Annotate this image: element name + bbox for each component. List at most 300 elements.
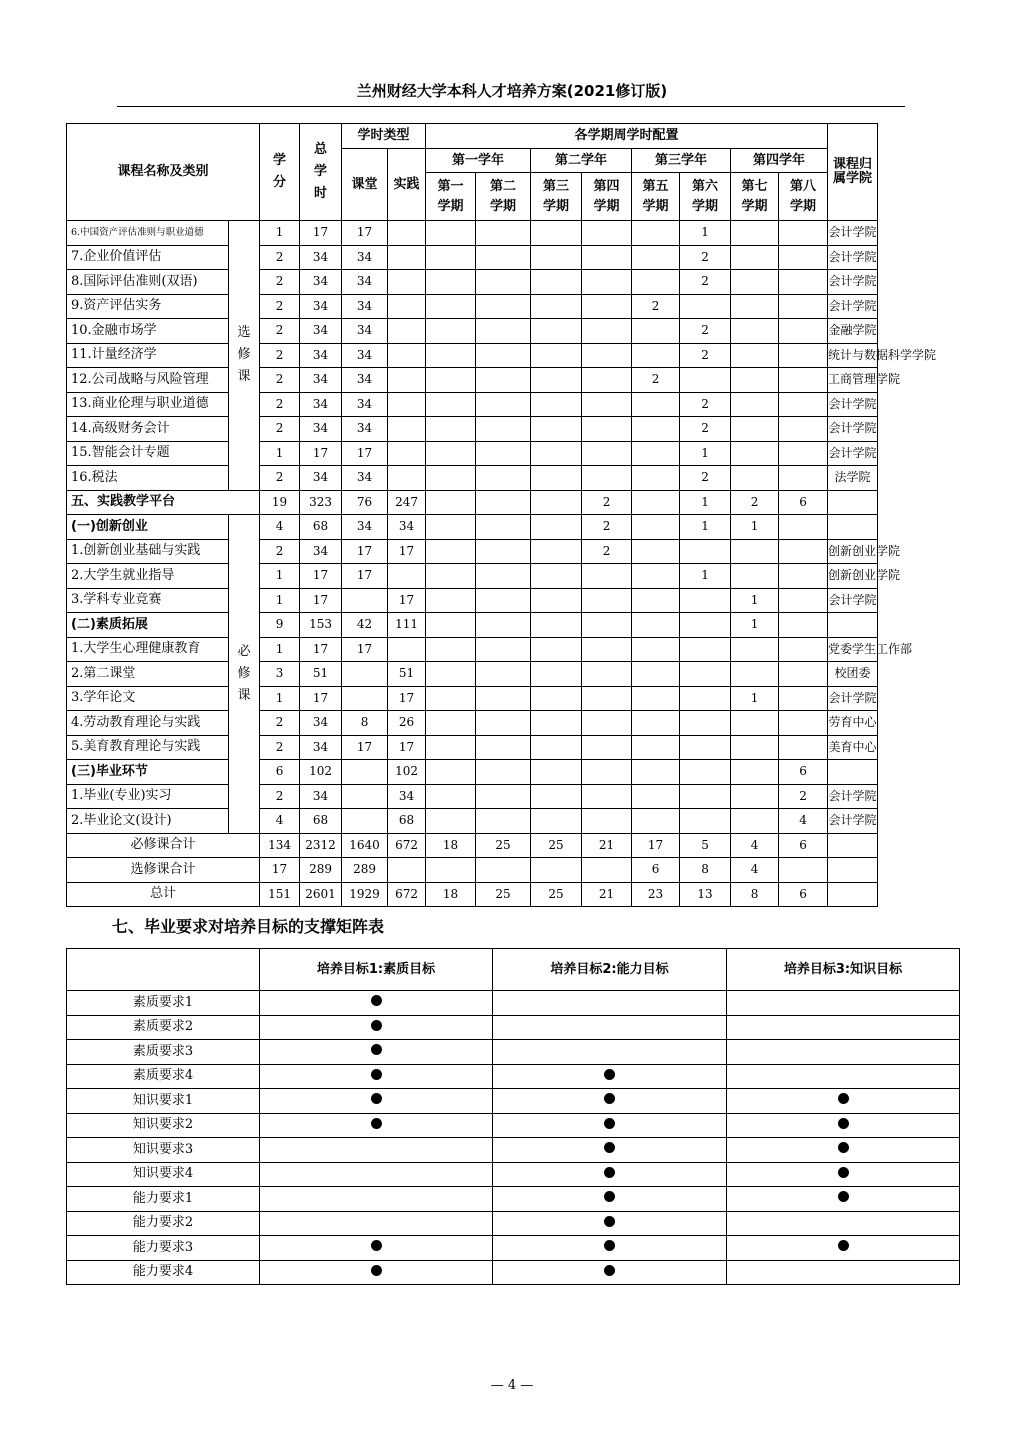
semester-2-cell	[476, 221, 531, 246]
semester-8-cell	[779, 637, 828, 662]
course-name: 3.学年论文	[67, 686, 229, 711]
semester-2-cell	[476, 588, 531, 613]
semester-3-cell	[531, 221, 582, 246]
semester-8-cell	[779, 441, 828, 466]
matrix-row	[67, 1138, 960, 1163]
practice-hours-cell: 34	[388, 515, 426, 540]
requirement-label: 知识要求1	[67, 1089, 260, 1114]
support-dot	[838, 1093, 849, 1104]
support-dot	[838, 1118, 849, 1129]
semester-6-cell: 2	[680, 245, 731, 270]
semester-4-cell	[582, 809, 632, 834]
total-hours-cell: 34	[300, 319, 342, 344]
course-name: 10.金融市场学	[67, 319, 229, 344]
course-name: 12.公司战略与风险管理	[67, 368, 229, 393]
support-dot	[604, 1142, 615, 1153]
semester-1-cell	[426, 466, 476, 491]
support-dot	[371, 1118, 382, 1129]
semester-6-cell: 2	[680, 343, 731, 368]
classroom-hours-cell: 34	[342, 245, 388, 270]
category-elective: 选 修 课	[229, 221, 260, 491]
credit-cell: 17	[260, 858, 300, 883]
semester-7-cell	[731, 343, 779, 368]
course-name: 五、实践教学平台	[67, 490, 260, 515]
college-cell: 会计学院	[828, 809, 878, 834]
credit-cell: 2	[260, 368, 300, 393]
course-row	[67, 662, 1004, 687]
semester-1-cell	[426, 245, 476, 270]
support-dot	[838, 1142, 849, 1153]
semester-5-cell	[632, 735, 680, 760]
college-cell: 统计与数据科学学院	[828, 343, 878, 368]
semester-4-cell	[582, 392, 632, 417]
semester-8-cell	[779, 245, 828, 270]
college-cell: 会计学院	[828, 686, 878, 711]
header-credit: 学 分	[260, 124, 300, 221]
support-dot	[604, 1240, 615, 1251]
matrix-cell-goal-1	[260, 1064, 493, 1089]
course-row	[67, 564, 1004, 589]
semester-1-cell	[426, 515, 476, 540]
credit-cell: 1	[260, 637, 300, 662]
semester-3-cell	[531, 368, 582, 393]
semester-2-cell	[476, 539, 531, 564]
course-name: 7.企业价值评估	[67, 245, 229, 270]
practice-hours-cell	[388, 270, 426, 295]
credit-cell: 19	[260, 490, 300, 515]
support-dot	[604, 1093, 615, 1104]
matrix-header-corner	[67, 949, 260, 991]
matrix-cell-goal-1	[260, 1015, 493, 1040]
semester-3-cell	[531, 319, 582, 344]
practice-hours-cell	[388, 466, 426, 491]
total-hours-cell: 34	[300, 245, 342, 270]
semester-3-cell	[531, 613, 582, 638]
credit-cell: 1	[260, 221, 300, 246]
semester-3-cell	[531, 760, 582, 785]
support-dot	[604, 1216, 615, 1227]
semester-4-cell	[582, 564, 632, 589]
matrix-cell-goal-2	[493, 1187, 727, 1212]
semester-7-cell	[731, 319, 779, 344]
course-name: 2.毕业论文(设计)	[67, 809, 229, 834]
matrix-cell-goal-2	[493, 1162, 727, 1187]
total-hours-cell: 2312	[300, 833, 342, 858]
requirement-label: 知识要求2	[67, 1113, 260, 1138]
semester-1-cell	[426, 760, 476, 785]
matrix-cell-goal-3	[727, 1236, 960, 1261]
requirement-label: 能力要求4	[67, 1260, 260, 1285]
header-semester-2: 第二 学期	[476, 173, 531, 221]
semester-1-cell	[426, 588, 476, 613]
semester-8-cell	[779, 343, 828, 368]
support-dot	[371, 1240, 382, 1251]
semester-8-cell	[779, 515, 828, 540]
total-hours-cell: 153	[300, 613, 342, 638]
classroom-hours-cell: 34	[342, 368, 388, 393]
semester-5-cell	[632, 319, 680, 344]
semester-3-cell	[531, 270, 582, 295]
classroom-hours-cell: 76	[342, 490, 388, 515]
requirement-label: 能力要求3	[67, 1236, 260, 1261]
matrix-row	[67, 1015, 960, 1040]
matrix-cell-goal-2	[493, 1089, 727, 1114]
semester-7-cell	[731, 760, 779, 785]
course-name: 16.税法	[67, 466, 229, 491]
semester-6-cell	[680, 662, 731, 687]
semester-7-cell: 4	[731, 833, 779, 858]
requirement-label: 素质要求1	[67, 991, 260, 1016]
practice-hours-cell: 34	[388, 784, 426, 809]
semester-3-cell	[531, 564, 582, 589]
practice-hours-cell	[388, 294, 426, 319]
college-cell: 金融学院	[828, 319, 878, 344]
matrix-cell-goal-3	[727, 1113, 960, 1138]
semester-2-cell	[476, 417, 531, 442]
credit-cell: 134	[260, 833, 300, 858]
practice-hours-cell: 68	[388, 809, 426, 834]
semester-8-cell: 2	[779, 784, 828, 809]
semester-7-cell	[731, 221, 779, 246]
semester-2-cell	[476, 392, 531, 417]
credit-cell: 1	[260, 686, 300, 711]
total-hours-cell: 68	[300, 809, 342, 834]
course-row	[67, 319, 1004, 344]
semester-4-cell	[582, 760, 632, 785]
semester-2-cell: 25	[476, 882, 531, 907]
matrix-cell-goal-1	[260, 991, 493, 1016]
matrix-cell-goal-1	[260, 1211, 493, 1236]
semester-4-cell: 21	[582, 833, 632, 858]
semester-8-cell: 6	[779, 760, 828, 785]
header-total-hours: 总 学 时	[300, 124, 342, 221]
matrix-cell-goal-2	[493, 991, 727, 1016]
semester-5-cell	[632, 588, 680, 613]
college-cell: 会计学院	[828, 588, 878, 613]
classroom-hours-cell	[342, 784, 388, 809]
credit-cell: 6	[260, 760, 300, 785]
semester-4-cell	[582, 858, 632, 883]
semester-1-cell	[426, 809, 476, 834]
semester-7-cell	[731, 809, 779, 834]
total-hours-cell: 34	[300, 343, 342, 368]
semester-1-cell	[426, 613, 476, 638]
course-row	[67, 637, 1004, 662]
semester-4-cell	[582, 343, 632, 368]
semester-8-cell	[779, 368, 828, 393]
course-name: 15.智能会计专题	[67, 441, 229, 466]
credit-cell: 2	[260, 270, 300, 295]
semester-1-cell	[426, 319, 476, 344]
semester-4-cell	[582, 245, 632, 270]
college-cell: 会计学院	[828, 221, 878, 246]
semester-8-cell	[779, 735, 828, 760]
course-name: 6.中国资产评估准则与职业道德	[67, 221, 229, 246]
semester-6-cell: 2	[680, 392, 731, 417]
practice-hours-cell: 247	[388, 490, 426, 515]
college-cell: 工商管理学院	[828, 368, 878, 393]
course-row	[67, 368, 1004, 393]
semester-5-cell: 2	[632, 368, 680, 393]
semester-3-cell	[531, 490, 582, 515]
semester-4-cell: 2	[582, 515, 632, 540]
document-header-title: 兰州财经大学本科人才培养方案(2021修订版)	[356, 82, 668, 100]
header-semester-7: 第七 学期	[731, 173, 779, 221]
semester-8-cell	[779, 858, 828, 883]
course-row	[67, 588, 1004, 613]
total-row	[67, 833, 1004, 858]
header-semester-6: 第六 学期	[680, 173, 731, 221]
semester-6-cell	[680, 760, 731, 785]
college-cell: 创新创业学院	[828, 564, 878, 589]
college-cell: 会计学院	[828, 417, 878, 442]
semester-2-cell: 25	[476, 833, 531, 858]
semester-5-cell	[632, 221, 680, 246]
course-name: (三)毕业环节	[67, 760, 229, 785]
semester-5-cell	[632, 343, 680, 368]
semester-1-cell	[426, 368, 476, 393]
matrix-cell-goal-1	[260, 1138, 493, 1163]
semester-1-cell	[426, 858, 476, 883]
semester-6-cell: 1	[680, 490, 731, 515]
matrix-header-goal-2: 培养目标2:能力目标	[493, 949, 727, 991]
semester-3-cell	[531, 858, 582, 883]
course-name: 1.毕业(专业)实习	[67, 784, 229, 809]
course-name: 2.大学生就业指导	[67, 564, 229, 589]
semester-2-cell	[476, 564, 531, 589]
course-row	[67, 784, 1004, 809]
semester-4-cell	[582, 711, 632, 736]
semester-6-cell: 1	[680, 221, 731, 246]
matrix-cell-goal-2	[493, 1040, 727, 1065]
course-row	[67, 392, 1004, 417]
classroom-hours-cell: 34	[342, 319, 388, 344]
credit-cell: 2	[260, 417, 300, 442]
semester-3-cell	[531, 784, 582, 809]
college-cell	[828, 882, 878, 907]
header-year-2: 第二学年	[531, 149, 632, 173]
total-hours-cell: 34	[300, 417, 342, 442]
credit-cell: 2	[260, 735, 300, 760]
credit-cell: 9	[260, 613, 300, 638]
semester-7-cell	[731, 711, 779, 736]
total-row	[67, 858, 1004, 883]
semester-1-cell	[426, 294, 476, 319]
requirement-label: 能力要求1	[67, 1187, 260, 1212]
practice-hours-cell	[388, 441, 426, 466]
total-label: 必修课合计	[67, 833, 260, 858]
college-cell	[828, 613, 878, 638]
semester-1-cell	[426, 564, 476, 589]
matrix-cell-goal-1	[260, 1236, 493, 1261]
practice-hours-cell: 17	[388, 686, 426, 711]
semester-2-cell	[476, 368, 531, 393]
semester-5-cell	[632, 515, 680, 540]
matrix-row	[67, 1113, 960, 1138]
semester-7-cell: 1	[731, 686, 779, 711]
semester-6-cell: 1	[680, 441, 731, 466]
semester-6-cell: 2	[680, 319, 731, 344]
semester-3-cell	[531, 539, 582, 564]
header-year-3: 第三学年	[632, 149, 731, 173]
semester-6-cell	[680, 539, 731, 564]
classroom-hours-cell: 34	[342, 466, 388, 491]
practice-hours-cell: 51	[388, 662, 426, 687]
support-dot	[371, 1044, 382, 1055]
total-hours-cell: 34	[300, 539, 342, 564]
credit-cell: 1	[260, 441, 300, 466]
semester-3-cell	[531, 441, 582, 466]
semester-6-cell	[680, 809, 731, 834]
course-name: 2.第二课堂	[67, 662, 229, 687]
course-name: 11.计量经济学	[67, 343, 229, 368]
semester-8-cell	[779, 588, 828, 613]
classroom-hours-cell: 34	[342, 294, 388, 319]
matrix-cell-goal-2	[493, 1138, 727, 1163]
semester-5-cell: 17	[632, 833, 680, 858]
classroom-hours-cell: 34	[342, 270, 388, 295]
classroom-hours-cell: 34	[342, 392, 388, 417]
semester-8-cell	[779, 270, 828, 295]
total-hours-cell: 323	[300, 490, 342, 515]
classroom-hours-cell: 17	[342, 637, 388, 662]
semester-2-cell	[476, 270, 531, 295]
total-hours-cell: 34	[300, 466, 342, 491]
semester-8-cell	[779, 319, 828, 344]
semester-7-cell: 1	[731, 515, 779, 540]
semester-8-cell: 6	[779, 882, 828, 907]
semester-5-cell	[632, 490, 680, 515]
matrix-cell-goal-2	[493, 1236, 727, 1261]
header-college: 课程归属学院	[828, 124, 878, 221]
semester-6-cell	[680, 588, 731, 613]
semester-6-cell: 2	[680, 270, 731, 295]
credit-cell: 2	[260, 343, 300, 368]
semester-1-cell	[426, 662, 476, 687]
total-hours-cell: 34	[300, 270, 342, 295]
requirement-label: 素质要求2	[67, 1015, 260, 1040]
matrix-cell-goal-3	[727, 1015, 960, 1040]
semester-5-cell	[632, 466, 680, 491]
course-row	[67, 270, 1004, 295]
classroom-hours-cell: 42	[342, 613, 388, 638]
semester-4-cell	[582, 466, 632, 491]
matrix-cell-goal-1	[260, 1113, 493, 1138]
semester-5-cell	[632, 760, 680, 785]
support-dot	[604, 1191, 615, 1202]
matrix-cell-goal-1	[260, 1260, 493, 1285]
support-dot	[371, 1020, 382, 1031]
matrix-cell-goal-2	[493, 1113, 727, 1138]
semester-8-cell	[779, 294, 828, 319]
total-hours-cell: 34	[300, 294, 342, 319]
semester-7-cell	[731, 735, 779, 760]
course-row	[67, 686, 1004, 711]
semester-1-cell	[426, 735, 476, 760]
semester-7-cell	[731, 392, 779, 417]
practice-hours-cell	[388, 245, 426, 270]
semester-3-cell	[531, 417, 582, 442]
semester-7-cell: 2	[731, 490, 779, 515]
total-row	[67, 882, 1004, 907]
classroom-hours-cell: 17	[342, 564, 388, 589]
course-name: (一)创新创业	[67, 515, 229, 540]
semester-5-cell	[632, 539, 680, 564]
support-dot	[604, 1118, 615, 1129]
semester-6-cell	[680, 368, 731, 393]
semester-7-cell	[731, 466, 779, 491]
matrix-row	[67, 1040, 960, 1065]
matrix-row	[67, 1236, 960, 1261]
section-7-title: 七、毕业要求对培养目标的支撑矩阵表	[112, 917, 385, 936]
semester-7-cell	[731, 441, 779, 466]
semester-8-cell: 6	[779, 833, 828, 858]
credit-cell: 1	[260, 564, 300, 589]
semester-7-cell	[731, 637, 779, 662]
semester-6-cell	[680, 613, 731, 638]
semester-8-cell	[779, 392, 828, 417]
matrix-header-goal-3: 培养目标3:知识目标	[727, 949, 960, 991]
matrix-cell-goal-3	[727, 1138, 960, 1163]
semester-4-cell	[582, 588, 632, 613]
college-cell: 会计学院	[828, 245, 878, 270]
semester-1-cell	[426, 490, 476, 515]
semester-3-cell	[531, 686, 582, 711]
semester-3-cell	[531, 735, 582, 760]
credit-cell: 2	[260, 319, 300, 344]
semester-2-cell	[476, 613, 531, 638]
semester-5-cell	[632, 270, 680, 295]
course-row	[67, 245, 1004, 270]
college-cell	[828, 490, 878, 515]
support-dot	[371, 1069, 382, 1080]
college-cell	[828, 515, 878, 540]
header-rule	[117, 106, 905, 107]
category-required: 必 修 课	[229, 515, 260, 834]
semester-5-cell	[632, 613, 680, 638]
practice-hours-cell	[388, 392, 426, 417]
semester-1-cell	[426, 539, 476, 564]
semester-7-cell	[731, 662, 779, 687]
semester-5-cell	[632, 784, 680, 809]
total-hours-cell: 34	[300, 735, 342, 760]
course-name: 14.高级财务会计	[67, 417, 229, 442]
semester-6-cell: 8	[680, 858, 731, 883]
semester-2-cell	[476, 784, 531, 809]
practice-hours-cell	[388, 637, 426, 662]
practice-hours-cell	[388, 858, 426, 883]
course-name: 13.商业伦理与职业道德	[67, 392, 229, 417]
practice-hours-cell: 672	[388, 882, 426, 907]
semester-4-cell	[582, 784, 632, 809]
classroom-hours-cell	[342, 760, 388, 785]
classroom-hours-cell	[342, 662, 388, 687]
support-dot	[604, 1167, 615, 1178]
requirement-label: 素质要求3	[67, 1040, 260, 1065]
requirement-label: 素质要求4	[67, 1064, 260, 1089]
semester-5-cell	[632, 711, 680, 736]
semester-7-cell	[731, 539, 779, 564]
semester-2-cell	[476, 662, 531, 687]
classroom-hours-cell	[342, 686, 388, 711]
semester-5-cell	[632, 417, 680, 442]
semester-5-cell	[632, 245, 680, 270]
classroom-hours-cell: 289	[342, 858, 388, 883]
credit-cell: 2	[260, 392, 300, 417]
classroom-hours-cell: 17	[342, 441, 388, 466]
requirement-label: 能力要求2	[67, 1211, 260, 1236]
semester-1-cell	[426, 417, 476, 442]
